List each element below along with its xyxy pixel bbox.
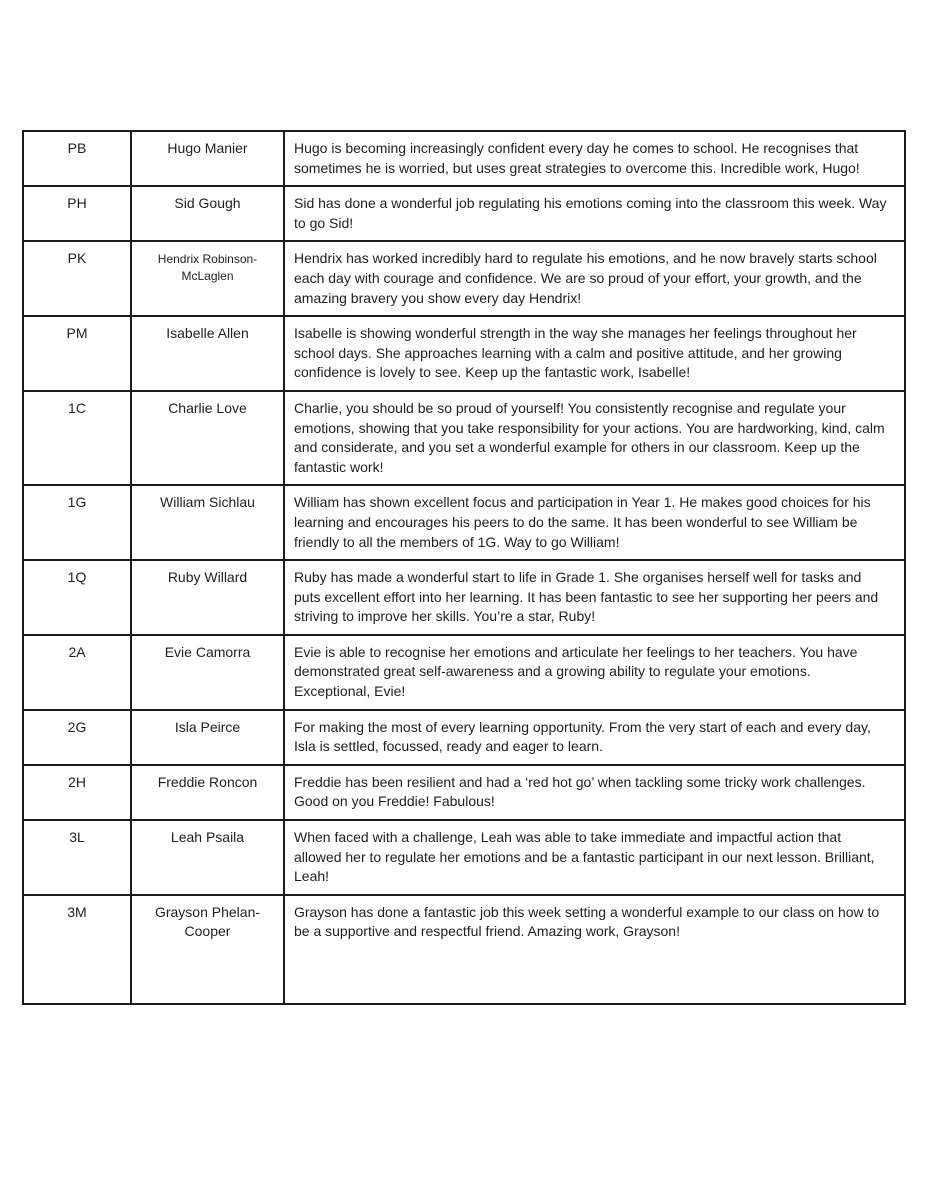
student-name-cell: Sid Gough bbox=[131, 186, 284, 241]
award-comment-cell: Hendrix has worked incredibly hard to regulate his emotions, and he now bravely starts school each day with courage and confidence. We are so proud of your effort, your growth, and the amazing bravery you show every day Hendrix! bbox=[284, 241, 905, 316]
class-code-cell: 1G bbox=[23, 485, 131, 560]
class-code-cell: PB bbox=[23, 131, 131, 186]
student-awards-table bbox=[22, 130, 906, 1005]
award-comment-cell: Ruby has made a wonderful start to life in Grade 1. She organises herself well for tasks and puts excellent effort into her learning. It has been fantastic to see her supporting her peers and striving to improve her skills. You’re a star, Ruby! bbox=[284, 560, 905, 635]
student-name-cell: Leah Psaila bbox=[131, 820, 284, 895]
student-name-cell: William Sichlau bbox=[131, 485, 284, 560]
table-row bbox=[23, 241, 905, 316]
table-row bbox=[23, 131, 905, 186]
class-code-cell: PM bbox=[23, 316, 131, 391]
table-row bbox=[23, 820, 905, 895]
student-name-cell: Isla Peirce bbox=[131, 710, 284, 765]
student-name-cell: Ruby Willard bbox=[131, 560, 284, 635]
award-comment-cell: William has shown excellent focus and participation in Year 1. He makes good choices for his learning and encourages his peers to do the same. It has been wonderful to see William be friendly to all the members of 1G. Way to go William! bbox=[284, 485, 905, 560]
student-name-cell: Grayson Phelan-Cooper bbox=[131, 895, 284, 1004]
student-name-cell: Isabelle Allen bbox=[131, 316, 284, 391]
class-code-cell: 1Q bbox=[23, 560, 131, 635]
student-name-cell: Freddie Roncon bbox=[131, 765, 284, 820]
student-name-cell: Charlie Love bbox=[131, 391, 284, 485]
class-code-cell: 2G bbox=[23, 710, 131, 765]
awards-table-body bbox=[23, 131, 905, 1004]
award-comment-cell: Freddie has been resilient and had a ‘red hot go’ when tackling some tricky work challenges. Good on you Freddie! Fabulous! bbox=[284, 765, 905, 820]
table-row bbox=[23, 391, 905, 485]
award-comment-cell: Grayson has done a fantastic job this week setting a wonderful example to our class on how to be a supportive and respectful friend. Amazing work, Grayson! bbox=[284, 895, 905, 1004]
award-comment-cell: Evie is able to recognise her emotions and articulate her feelings to her teachers. You have demonstrated great self-awareness and a growing ability to regulate your emotions. Exceptional, Evie! bbox=[284, 635, 905, 710]
table-row bbox=[23, 485, 905, 560]
class-code-cell: PH bbox=[23, 186, 131, 241]
table-row bbox=[23, 895, 905, 1004]
class-code-cell: 2A bbox=[23, 635, 131, 710]
table-row bbox=[23, 316, 905, 391]
award-comment-cell: Sid has done a wonderful job regulating his emotions coming into the classroom this week. Way to go Sid! bbox=[284, 186, 905, 241]
award-comment-cell: Hugo is becoming increasingly confident every day he comes to school. He recognises that sometimes he is worried, but uses great strategies to overcome this. Incredible work, Hugo! bbox=[284, 131, 905, 186]
table-row bbox=[23, 765, 905, 820]
student-name-cell: Hendrix Robinson-McLaglen bbox=[131, 241, 284, 316]
award-comment-cell: Charlie, you should be so proud of yourself! You consistently recognise and regulate your emotions, showing that you take responsibility for your actions. You are hardworking, kind, calm and considerate, and you set a wonderful example for others in our classroom. Keep up the fantastic work! bbox=[284, 391, 905, 485]
award-comment-cell: For making the most of every learning opportunity. From the very start of each and every day, Isla is settled, focussed, ready and eager to learn. bbox=[284, 710, 905, 765]
class-code-cell: 3M bbox=[23, 895, 131, 1004]
table-row bbox=[23, 186, 905, 241]
student-name-cell: Hugo Manier bbox=[131, 131, 284, 186]
award-comment-cell: Isabelle is showing wonderful strength in the way she manages her feelings throughout her school days. She approaches learning with a calm and positive attitude, and her growing confidence is lovely to see. Keep up the fantastic work, Isabelle! bbox=[284, 316, 905, 391]
table-row bbox=[23, 635, 905, 710]
award-comment-cell: When faced with a challenge, Leah was able to take immediate and impactful action that allowed her to regulate her emotions and be a fantastic participant in our next lesson. Brilliant, Leah! bbox=[284, 820, 905, 895]
class-code-cell: 1C bbox=[23, 391, 131, 485]
table-row bbox=[23, 560, 905, 635]
student-name-cell: Evie Camorra bbox=[131, 635, 284, 710]
class-code-cell: 2H bbox=[23, 765, 131, 820]
table-row bbox=[23, 710, 905, 765]
class-code-cell: 3L bbox=[23, 820, 131, 895]
class-code-cell: PK bbox=[23, 241, 131, 316]
